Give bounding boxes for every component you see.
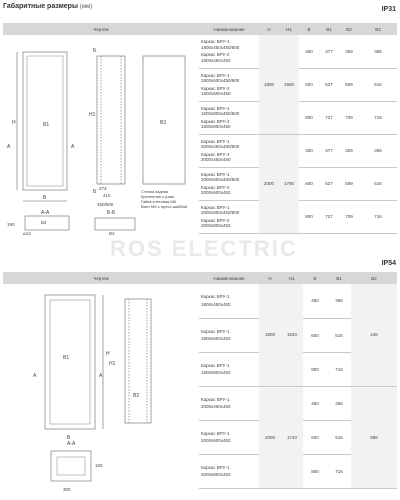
ip54-section-aa-title: А-А xyxy=(67,441,76,447)
cell-b1: 727 xyxy=(319,200,339,233)
ip54-front-outline xyxy=(45,295,95,429)
ip54-label: IP54 xyxy=(381,260,396,267)
dim-190: 190 xyxy=(7,222,15,227)
ip31-header-row xyxy=(3,23,397,35)
header-drawing: Чертеж xyxy=(3,23,199,35)
dim-b3-text: B3 xyxy=(160,120,167,126)
name-line: Каркас ВРУ-1 xyxy=(201,294,230,300)
cell-b1: 716 xyxy=(327,454,351,488)
name-line: Каркас ВРУ-2 1800х450х450 xyxy=(201,52,231,63)
front-view-door xyxy=(27,56,63,186)
ip54-dim-150: 150 xyxy=(95,463,103,468)
header-b: B xyxy=(303,272,327,284)
section-bb-title: Б-Б xyxy=(107,210,116,216)
name-line: 2000х800х450 xyxy=(201,472,231,477)
header-b: B xyxy=(299,23,319,35)
name-line: Каркас ВРУ-2 2000х800х450 xyxy=(201,217,231,228)
ip54-dim-b1: B1 xyxy=(63,355,70,361)
cell-b2: 359 xyxy=(339,35,359,68)
name-line: Каркас ВРУ-1 xyxy=(201,464,230,470)
cell-b2: 709 xyxy=(339,200,359,233)
cell-b3: 716 xyxy=(359,101,397,134)
cell-b1: 377 xyxy=(319,35,339,68)
dim-h-text: H xyxy=(12,120,16,126)
name-line: Каркас ВРУ-1 xyxy=(201,430,230,436)
ip54-section-a-right: А xyxy=(99,373,103,379)
cell-b: 600 xyxy=(303,420,327,454)
name-cell xyxy=(199,318,259,352)
cell-b1: 366 xyxy=(327,386,351,420)
ip54-dim-b2: B2 xyxy=(133,393,140,399)
cell-h1: 1790 xyxy=(279,134,299,233)
name-cell xyxy=(199,68,259,101)
header-name: Наименование xyxy=(199,23,259,35)
note-line-1: Стенка задняя xyxy=(141,189,169,194)
name-line: Каркас ВРУ-1 1800х800х450/600 xyxy=(201,105,240,116)
cell-b2: 598 xyxy=(351,386,397,488)
cell-b: 450 xyxy=(299,134,319,167)
name-line: 1800х800х450 xyxy=(201,370,231,375)
cell-b: 600 xyxy=(299,68,319,101)
cell-b: 800 xyxy=(299,101,319,134)
ip54-header-row xyxy=(3,272,397,284)
ip54-drawing xyxy=(3,285,199,497)
cell-h: 2000 xyxy=(259,134,279,233)
header-h: H xyxy=(259,23,279,35)
name-line: Каркас ВРУ-1 xyxy=(201,396,230,402)
title-unit: (мм) xyxy=(79,4,93,10)
dim-410: 410 xyxy=(103,193,111,198)
header-h1: H1 xyxy=(281,272,303,284)
header-h: H xyxy=(259,272,281,284)
cell-b1: 377 xyxy=(319,134,339,167)
note-line-4: Винт М6 с пресс-шайбой xyxy=(141,204,188,209)
dim-273: 273 xyxy=(99,186,107,191)
ip54-dim-b: B xyxy=(67,435,71,441)
cell-b1: 516 xyxy=(327,318,351,352)
name-line: 1800х600х450 xyxy=(201,336,231,341)
cell-b2: 509 xyxy=(339,167,359,200)
cell-b: 600 xyxy=(299,167,319,200)
note-line-2: Крепление к раме xyxy=(141,194,175,199)
header-h1: H1 xyxy=(279,23,299,35)
dim-b1-text: B1 xyxy=(43,122,50,128)
front-view-outline xyxy=(23,52,67,190)
header-b1: B1 xyxy=(319,23,339,35)
cell-h1: 1740 xyxy=(281,386,303,488)
cell-b3: 716 xyxy=(359,200,397,233)
cell-h1: 1590 xyxy=(279,35,299,134)
section-b-top: Б xyxy=(93,48,97,54)
ip54-dim-300: 300 xyxy=(63,487,71,492)
name-line: 2000х450х450 xyxy=(201,404,231,409)
dim-b-text: B xyxy=(43,195,47,201)
cell-h1: 1540 xyxy=(281,284,303,386)
cell-b2: 359 xyxy=(339,134,359,167)
name-cell xyxy=(199,35,259,68)
name-cell xyxy=(199,352,259,386)
name-cell xyxy=(199,134,259,167)
cell-h: 1800 xyxy=(259,35,279,134)
name-line: Каркас ВРУ-1 2000х600х450/600 xyxy=(201,171,240,182)
dim-b2-text: B2 xyxy=(41,220,47,225)
page-title xyxy=(3,3,92,10)
name-line: Каркас ВРУ-2 1800х600х450 xyxy=(201,85,231,96)
name-line: Каркас ВРУ-1 1800х600х450/600 xyxy=(201,72,240,83)
header-b2: B2 xyxy=(351,272,397,284)
cell-b3: 516 xyxy=(359,68,397,101)
section-aa-outline xyxy=(25,216,69,230)
cell-b3: 516 xyxy=(359,167,397,200)
ip31-label: IP31 xyxy=(381,6,396,13)
name-cell xyxy=(199,420,259,454)
ip54-front-door xyxy=(50,300,90,424)
cell-b: 450 xyxy=(303,386,327,420)
section-a-left: А xyxy=(7,144,11,150)
watermark: ROS ELECTRIC xyxy=(110,236,298,261)
name-line: 1800х450х450 xyxy=(201,301,231,307)
ip54-dim-h1: H1 xyxy=(109,361,116,367)
cell-h: 2000 xyxy=(259,386,281,488)
section-a-right: А xyxy=(71,144,75,150)
name-line: Каркас ВРУ-1 xyxy=(201,362,230,368)
dim-h1-text: H1 xyxy=(89,112,96,118)
ip54-section-aa-inner xyxy=(57,457,85,475)
cell-b: 450 xyxy=(299,35,319,68)
dim-d12: ⌀12 xyxy=(23,231,31,236)
section-b-bot: Б xyxy=(93,189,97,195)
ip54-section-a-left: А xyxy=(33,373,37,379)
name-line: Каркас ВРУ-1 2000х800х450/600 xyxy=(201,204,240,215)
ip54-dim-h: H xyxy=(106,351,110,357)
name-cell xyxy=(199,101,259,134)
name-cell xyxy=(199,284,259,318)
name-line: Каркас ВРУ-2 2000х600х450 xyxy=(201,184,231,195)
header-drawing: Чертеж xyxy=(3,272,199,284)
dim-450-600: 450/600 xyxy=(97,202,114,207)
name-line: Каркас ВРУ-2 1800х800х450 xyxy=(201,118,231,129)
cell-b1: 727 xyxy=(319,101,339,134)
ip31-drawing xyxy=(3,36,199,236)
cell-b2: 448 xyxy=(351,284,397,386)
header-name: Наименование xyxy=(199,272,259,284)
section-bb-outline xyxy=(95,218,135,230)
name-cell xyxy=(199,386,259,420)
cell-b1: 516 xyxy=(327,420,351,454)
name-line: Каркас ВРУ-1 xyxy=(201,328,230,334)
cell-b3: 366 xyxy=(359,134,397,167)
title-main: Габаритные размеры xyxy=(3,3,78,10)
header-b3: B3 xyxy=(359,23,397,35)
cell-b2: 509 xyxy=(339,68,359,101)
name-cell xyxy=(199,454,259,488)
cell-b1: 716 xyxy=(327,352,351,386)
cell-b: 800 xyxy=(303,352,327,386)
cell-b1: 527 xyxy=(319,68,339,101)
header-b1: B1 xyxy=(327,272,351,284)
section-aa-title: А-А xyxy=(41,210,50,216)
cell-b1: 527 xyxy=(319,167,339,200)
name-line: Каркас ВРУ-2 2000х450х450 xyxy=(201,151,231,162)
name-line: Каркас ВРУ-1 1800х450х450/600 xyxy=(201,39,240,50)
note-line-3: Гайка клетевая М6 xyxy=(141,199,176,204)
name-line: Каркас ВРУ-1 2000х450х450/600 xyxy=(201,138,240,149)
cell-b: 600 xyxy=(303,318,327,352)
cell-b3: 366 xyxy=(359,35,397,68)
cell-b2: 709 xyxy=(339,101,359,134)
name-cell xyxy=(199,200,259,233)
cell-b: 800 xyxy=(303,454,327,488)
cell-b1: 366 xyxy=(327,284,351,318)
header-b2: B2 xyxy=(339,23,359,35)
name-line: 2000х600х450 xyxy=(201,438,231,443)
name-cell xyxy=(199,167,259,200)
cell-b: 450 xyxy=(303,284,327,318)
cell-b: 800 xyxy=(299,200,319,233)
dim-b2-bb: B2 xyxy=(109,231,115,236)
cell-h: 1800 xyxy=(259,284,281,386)
